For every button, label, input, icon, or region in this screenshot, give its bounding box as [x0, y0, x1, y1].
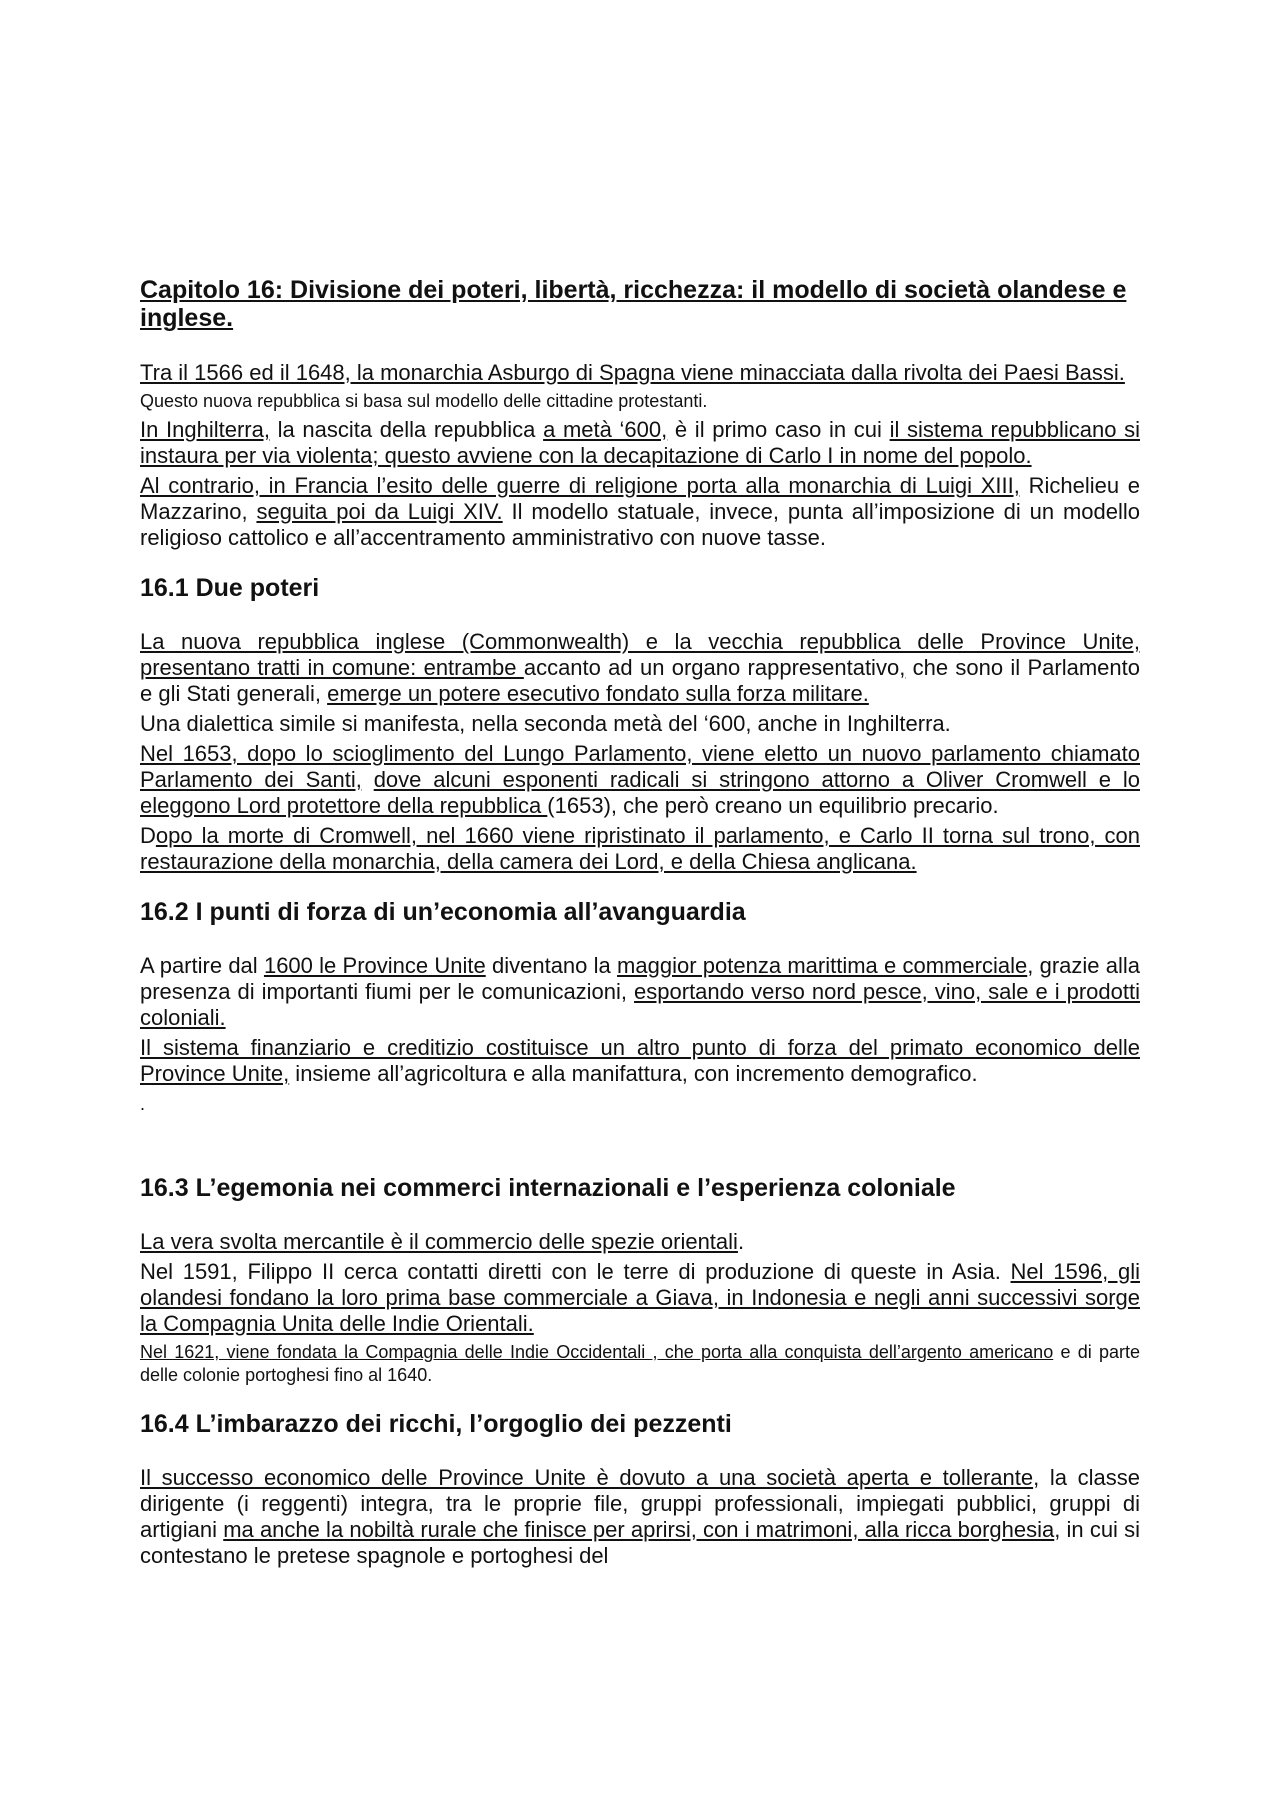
- text-segment: diventano la: [485, 953, 618, 978]
- text-segment: Nel 1596, gli olandesi fondano la loro prima base commerciale a Giava, in Indonesia e negli anni successivi sorge la Compagnia Unita delle Indie Orientali.: [140, 1259, 1140, 1336]
- stray-period: .: [140, 1094, 146, 1114]
- text-segment: esportando verso nord pesce, vino, sale e i prodotti coloniali.: [140, 979, 1141, 1030]
- text-segment: [362, 767, 374, 792]
- text-segment: seguita poi da Luigi XIV.: [256, 499, 503, 524]
- text-segment: Nel 1653, dopo lo scioglimento del Lungo Parlamento, viene eletto un nuovo parlamento chiamato Parlamento dei Santi,: [140, 741, 1140, 792]
- text-segment: opo la morte di Cromwell, nel 1660 viene ripristinato il parlamento, e Carlo II torna sul trono, con restaurazione della monarchia, della camera dei Lord, e della Chiesa anglicana.: [140, 823, 1140, 874]
- text-segment: è il primo caso in cui: [667, 417, 890, 442]
- text-segment: Nel 1621, viene fondata la Compagnia delle Indie Occidentali , che porta alla conquista dell’argento americano: [140, 1342, 1054, 1362]
- intro-paragraph-3: [140, 417, 1140, 469]
- section-title-16-1: 16.1 Due poteri: [140, 574, 320, 602]
- text-segment: accanto ad un organo rappresentativo: [523, 655, 900, 680]
- section-title-16-4: 16.4 L’imbarazzo dei ricchi, l’orgoglio dei pezzenti: [140, 1410, 732, 1438]
- intro-paragraph-2: Questo nuova repubblica si basa sul modello delle cittadine protestanti.: [140, 391, 708, 411]
- text-segment: .: [737, 1229, 745, 1254]
- intro-paragraph-4: [140, 473, 1140, 551]
- s3-paragraph-2: [140, 1259, 1140, 1337]
- text-segment: maggior potenza marittima e commerciale: [617, 953, 1028, 978]
- text-segment: 1600 le Province Unite: [263, 953, 486, 978]
- text-segment: emerge un potere esecutivo fondato sulla forza militare.: [327, 681, 869, 706]
- text-segment: La nuova repubblica inglese (Commonwealth) e la vecchia repubblica delle Province Unite, presentano tratti in comune: entrambe: [140, 629, 1140, 680]
- section-title-16-3: 16.3 L’egemonia nei commerci internazionali e l’esperienza coloniale: [140, 1174, 956, 1202]
- s3-paragraph-3: [140, 1341, 1140, 1387]
- text-segment: la nascita della repubblica: [269, 417, 544, 442]
- s3-paragraph-1: [140, 1229, 1140, 1255]
- s2-paragraph-1: [140, 953, 1140, 1031]
- text-segment: A partire dal: [140, 953, 264, 978]
- text-segment: (1653), che però creano un equilibrio precario.: [547, 793, 999, 818]
- text-segment: a metà ‘600,: [543, 417, 668, 442]
- s4-paragraph-1: [140, 1465, 1140, 1569]
- text-segment: ma anche la nobiltà rurale che finisce per aprirsi, con i matrimoni, alla ricca borghesia: [223, 1517, 1055, 1542]
- text-segment: , la classe dirigente (i reggenti) integra, tra le proprie file, gruppi professionali, impiegati pubblici, gruppi di artigiani: [140, 1465, 1140, 1542]
- text-segment: Il successo economico delle Province Unite è dovuto a una società aperta e tollerante: [140, 1465, 1034, 1490]
- text-segment: Al contrario, in Francia l’esito delle guerre di religione porta alla monarchia di Luigi XIII,: [140, 473, 1020, 498]
- s1-paragraph-3: [140, 741, 1140, 819]
- text-segment: e di parte delle colonie portoghesi fino al 1640.: [140, 1342, 1140, 1385]
- text-segment: , in cui si contestano le pretese spagnole e portoghesi del: [140, 1517, 1140, 1568]
- section-title-16-2: 16.2 I punti di forza di un’economia all’avanguardia: [140, 898, 746, 926]
- text-segment: Nel 1591, Filippo II cerca contatti diretti con le terre di produzione di queste in Asia.: [140, 1259, 1011, 1284]
- text-segment: , grazie alla presenza di importanti fiumi per le comunicazioni,: [140, 953, 1141, 1004]
- text-segment: La vera svolta mercantile è il commercio delle spezie orientali: [140, 1229, 738, 1254]
- text-segment: il sistema repubblicano si instaura per via violenta; questo avviene con la decapitazione di Carlo I in nome del popolo.: [140, 417, 1141, 468]
- s1-paragraph-1: [140, 629, 1140, 707]
- text-segment: In Inghilterra,: [140, 417, 270, 442]
- intro-paragraph-1: Tra il 1566 ed il 1648, la monarchia Asburgo di Spagna viene minacciata dalla rivolta dei Paesi Bassi.: [140, 360, 1125, 385]
- text-segment: dove alcuni esponenti radicali si stringono attorno a Oliver Cromwell e lo eleggono Lord protettore della repubblica: [140, 767, 1140, 818]
- text-segment: Richelieu e Mazzarino,: [140, 473, 1140, 524]
- chapter-title: Capitolo 16: Divisione dei poteri, libertà, ricchezza: il modello di società olandese e inglese.: [140, 276, 1127, 332]
- s1-paragraph-2: Una dialettica simile si manifesta, nella seconda metà del ‘600, anche in Inghilterra.: [140, 711, 951, 736]
- text-segment: Il sistema finanziario e creditizio costituisce un altro punto di forza del primato economico delle Province Unite,: [140, 1035, 1140, 1086]
- s1-paragraph-4: [140, 823, 1140, 875]
- text-segment: insieme all’agricoltura e alla manifattura, con incremento demografico.: [289, 1061, 978, 1086]
- text-segment: Il modello statuale, invece, punta all’imposizione di un modello religioso cattolico e all’accentramento amministrativo con nuove tasse.: [140, 499, 1140, 550]
- text-segment: ,: [899, 655, 906, 680]
- text-segment: D: [140, 823, 156, 848]
- text-segment: che sono il Parlamento e gli Stati generali,: [140, 655, 1140, 706]
- s2-paragraph-2: [140, 1035, 1140, 1087]
